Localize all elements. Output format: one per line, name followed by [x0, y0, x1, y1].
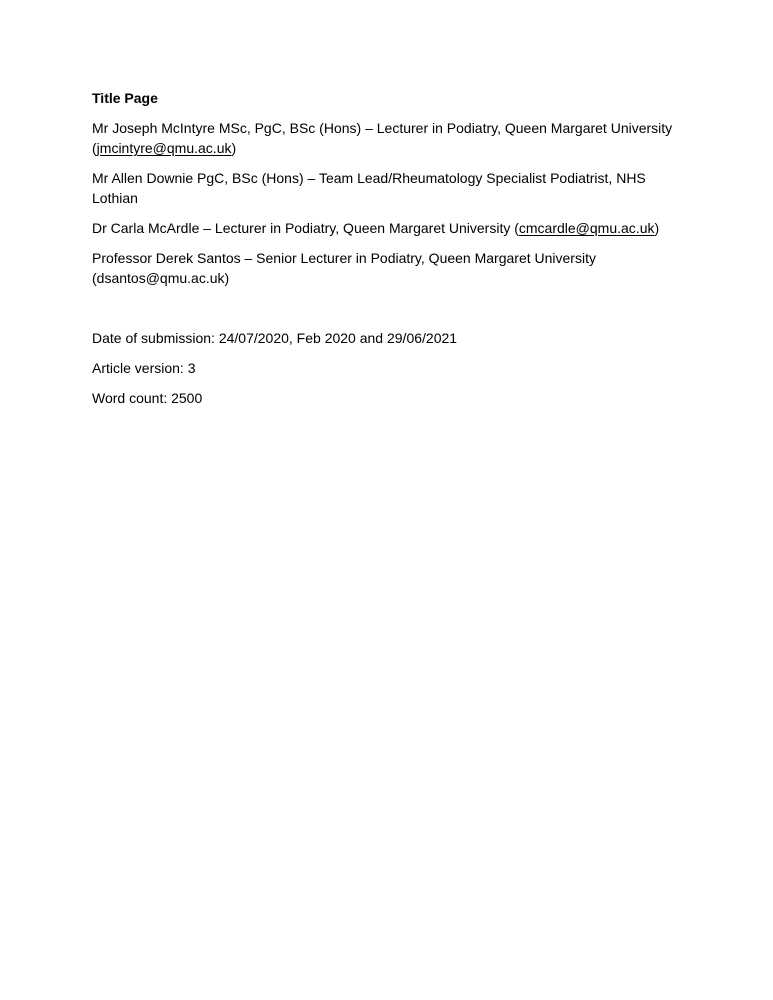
author-mcintyre-paren-open: ( [92, 140, 97, 156]
blank-line-spacer [92, 298, 681, 318]
author-mcintyre-text: Mr Joseph McIntyre MSc, PgC, BSc (Hons) – Lecturer in Podiatry, Queen Margaret University [92, 120, 673, 136]
page-title: Title Page [92, 90, 158, 106]
author-line-santos [92, 248, 681, 288]
author-mcardle-paren-close: ) [654, 220, 660, 236]
author-downie-text: Mr Allen Downie PgC, BSc (Hons) – Team Lead/Rheumatology Specialist Podiatrist, NHS Lothian [92, 170, 646, 206]
author-mcintyre-paren-close: ) [231, 140, 237, 156]
submission-date-line: Date of submission: 24/07/2020, Feb 2020 and 29/06/2021 [92, 330, 458, 346]
author-line-mcardle [92, 218, 681, 238]
article-version-line: Article version: 3 [92, 360, 196, 376]
author-line-mcintyre [92, 118, 681, 158]
author-santos-email-text: (dsantos@qmu.ac.uk) [92, 270, 230, 286]
author-mcardle-text: Dr Carla McArdle – Lecturer in Podiatry, Queen Margaret University ( [92, 220, 519, 236]
email-link-cmcardle[interactable]: cmcardle@qmu.ac.uk [518, 220, 655, 236]
author-santos-text: Professor Derek Santos – Senior Lecturer in Podiatry, Queen Margaret University [92, 250, 596, 266]
word-count-line: Word count: 2500 [92, 390, 203, 406]
email-link-jmcintyre[interactable]: jmcintyre@qmu.ac.uk [96, 140, 232, 156]
author-line-downie [92, 168, 681, 208]
